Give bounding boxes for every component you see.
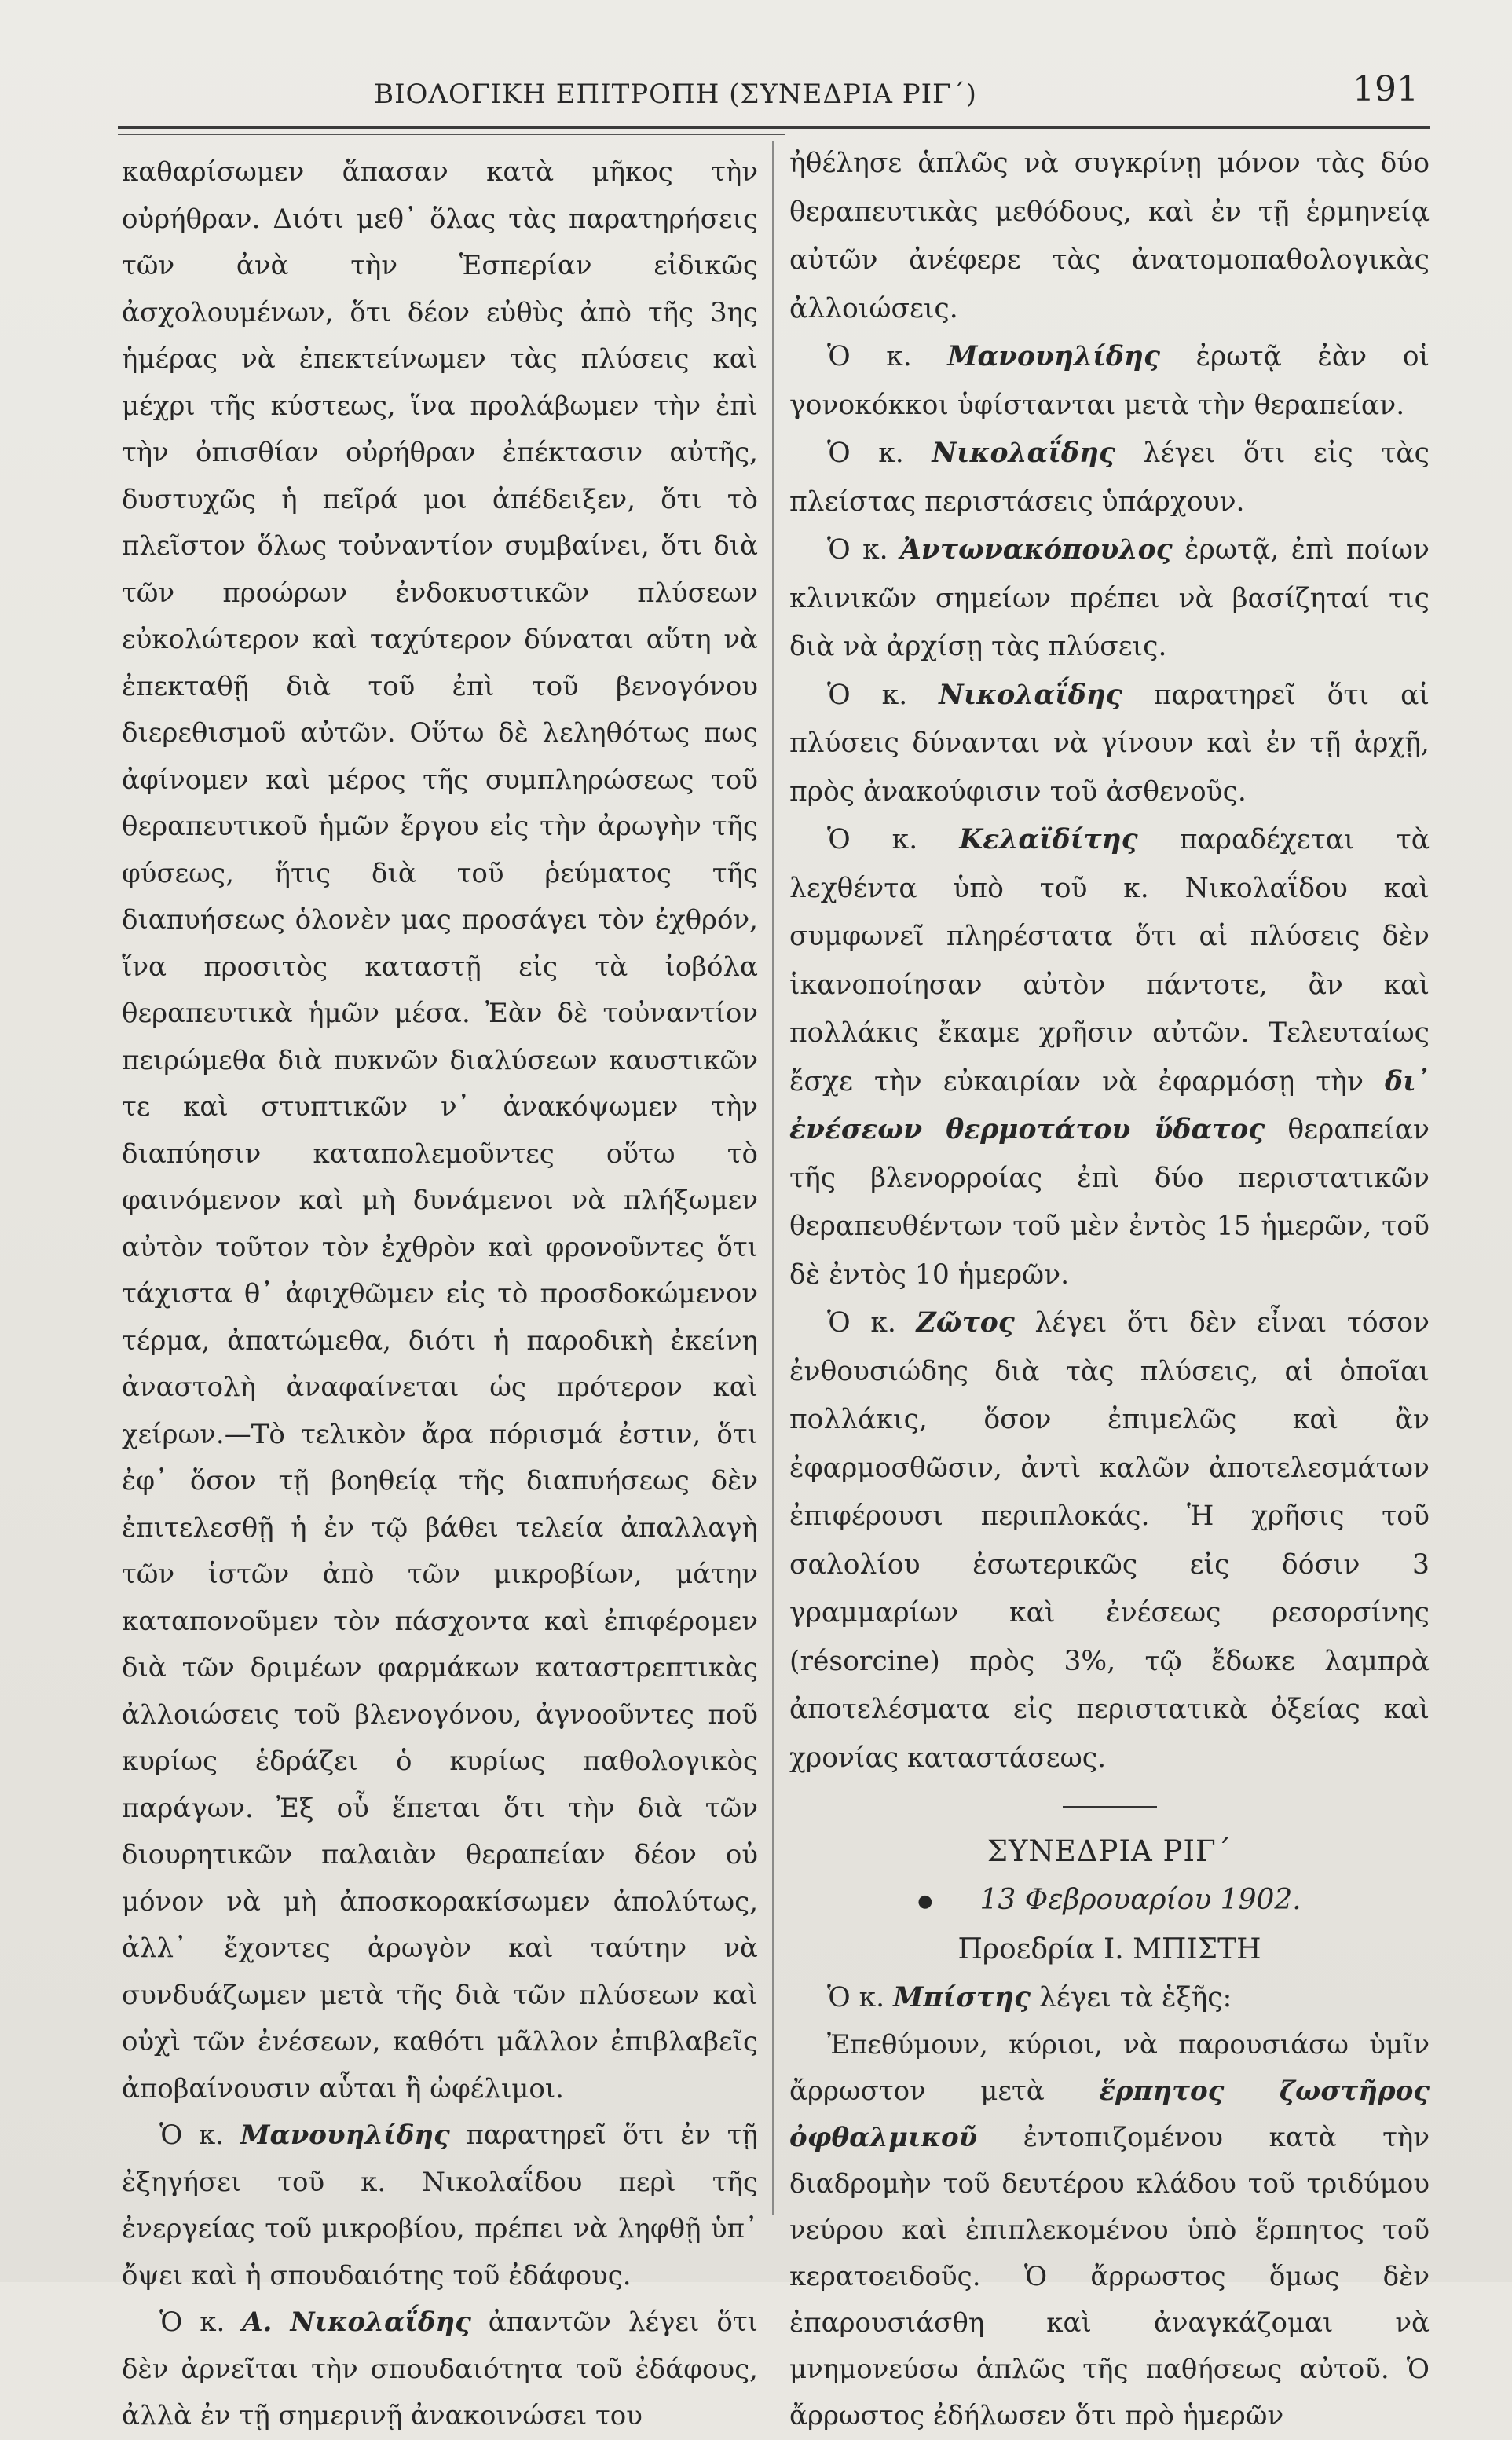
page-number: 191 — [1353, 69, 1419, 109]
session-title: ΣΥΝΕΔΡΙΑ ΡΙΓ΄ — [987, 1834, 1232, 1868]
right-column — [789, 140, 1430, 2439]
speaker-prefix: Ὁ κ. — [159, 2306, 243, 2338]
right-paragraph-3 — [789, 430, 1430, 526]
header-rule-secondary — [118, 134, 785, 135]
paragraph-text: ἐρωτᾷ, ἐπὶ ποίων κλινικῶν σημείων πρέπει νὰ βασίζηταί τις διὰ νὰ ἀρχίσῃ τὰς πλύσεις. — [789, 534, 1430, 662]
running-header — [118, 68, 1430, 123]
bullet-icon: ● — [917, 1891, 933, 1911]
session-date — [789, 1876, 1430, 1926]
paragraph-text: λέγει ὅτι εἰς τὰς πλείστας περιστάσεις ὑπάρχουν. — [789, 438, 1430, 518]
left-paragraph-3 — [122, 2299, 758, 2440]
left-paragraph-2 — [122, 2112, 758, 2299]
paragraph-text: παρατηρεῖ ὅτι αἱ πλύσεις δύνανται νὰ γίνουν καὶ ἐν τῇ ἀρχῇ, πρὸς ἀνακούφισιν τοῦ ἀσθενοῦς. — [789, 679, 1430, 808]
running-title: ΒΙΟΛΟΓΙΚΗ ΕΠΙΤΡΟΠΗ (ΣΥΝΕΔΡΙΑ ΡΙΓ΄) — [374, 79, 977, 110]
paragraph-text: παρατηρεῖ ὅτι ἐν τῇ ἐξηγήσει τοῦ κ. Νικολαΐδου περὶ τῆς ἐνεργείας τοῦ μικροβίου, πρέπει νὰ ληφθῇ ὑπ᾿ ὄψει καὶ ἡ σπουδαιότης τοῦ ἐδάφους. — [122, 2119, 758, 2292]
speaker-prefix: Ὁ κ. — [827, 1981, 894, 2013]
column-divider — [772, 141, 774, 2215]
speaker-prefix: Ὁ κ. — [827, 1307, 917, 1339]
speaker-name: Μανουηλίδης — [240, 2119, 450, 2151]
paragraph-text: λέγει τὰ ἑξῆς: — [1031, 1981, 1232, 2013]
right-paragraph-5 — [789, 672, 1430, 817]
speaker-prefix: Ὁ κ. — [827, 341, 948, 372]
session-date-text: 13 Φεβρουαρίου 1902. — [979, 1883, 1301, 1916]
speaker-name: Ἀντωνακόπουλος — [900, 534, 1173, 566]
left-paragraph-1: καθαρίσωμεν ἅπασαν κατὰ μῆκος τὴν οὐρήθραν. Διότι μεθ᾿ ὅλας τὰς παρατηρήσεις τῶν ἀνὰ τὴν Ἑσπερίαν εἰδικῶς ἀσχολουμένων, ὅτι δέον εὐθὺς ἀπὸ τῆς 3ης ἡμέρας νὰ ἐπεκτείνωμεν τὰς πλύσεις καὶ μέχρι τῆς κύστεως, ἵνα προλάβωμεν τὴν ἐπὶ τὴν ὀπισθίαν οὐρήθραν ἐπέκτασιν αὐτῆς, δυστυχῶς ἡ πεῖρά μοι ἀπέδειξεν, ὅτι τὸ πλεῖστον ὅλως τοὐναντίον συμβαίνει, ὅτι διὰ τῶν προώρων ἐνδοκυστικῶν πλύσεων εὐκολώτερον καὶ ταχύτερον δύναται αὕτη νὰ ἐπεκταθῇ διὰ τοῦ ἐπὶ τοῦ βενογόνου διερεθισμοῦ αὐτῶν. Οὕτω δὲ λεληθότως πως ἀφίνομεν καὶ μέρος τῆς συμπληρώσεως τοῦ θεραπευτικοῦ ἡμῶν ἔργου εἰς τὴν ἀρωγὴν τῆς φύσεως, ἥτις διὰ τοῦ ῥεύματος τῆς διαπυήσεως ὁλονὲν μας προσάγει τὸν ἐχθρόν, ἵνα προσιτὸς καταστῇ εἰς τὰ ἰοβόλα θεραπευτικὰ ἡμῶν μέσα. Ἐὰν δὲ τοὐναντίον πειρώμεθα διὰ πυκνῶν διαλύσεων καυστικῶν τε καὶ στυπτικῶν ν᾿ ἀνακόψωμεν τὴν διαπύησιν καταπολεμοῦντες οὕτω τὸ φαινόμενον καὶ μὴ δυνάμενοι νὰ πλήξωμεν αὐτὸν τοῦτον τὸν ἐχθρὸν καὶ φρονοῦντες ὅτι τάχιστα θ᾿ ἀφιχθῶμεν εἰς τὸ προσδοκώμενον τέρμα, ἀπατώμεθα, διότι ἡ παροδικὴ ἐκείνη ἀναστολὴ ἀναφαίνεται ὡς πρότερον καὶ χείρων.—Τὸ τελικὸν ἄρα πόρισμά ἐστιν, ὅτι ἐφ᾿ ὅσον τῇ βοηθείᾳ τῆς διαπυήσεως δὲν ἐπιτελεσθῇ ἡ ἐν τῷ βάθει τελεία ἀπαλλαγὴ τῶν ἱστῶν ἀπὸ τῶν μικροβίων, μάτην καταπονοῦμεν τὸν πάσχοντα καὶ ἐπιφέρομεν διὰ τῶν δριμέων φαρμάκων καταστρεπτικὰς ἀλλοιώσεις τοῦ βλενογόνου, ἀγνοοῦντες ποῦ κυρίως ἑδράζει ὁ κυρίως παθολογικὸς παράγων. Ἐξ οὗ ἕπεται ὅτι τὴν διὰ τῶν διουρητικῶν παλαιὰν θεραπείαν δέον οὐ μόνον νὰ μὴ ἀποσκορακίσωμεν ἀπολύτως, ἀλλ᾿ ἔχοντες ἀρωγὸν καὶ ταύτην νὰ συνδυάζωμεν μετὰ τῆς διὰ τῶν πλύσεων καὶ οὐχὶ τῶν ἐνέσεων, καθότι μᾶλλον ἐπιβλαβεῖς ἀποβαίνουσιν αὗται ἢ ὠφέλιμοι. — [122, 156, 758, 2105]
session-chair: Προεδρία Ι. ΜΠΙΣΤΗ — [957, 1933, 1261, 1966]
right-paragraph-7 — [789, 1299, 1430, 1782]
speaker-prefix: Ὁ κ. — [827, 824, 960, 855]
section-separator — [1063, 1806, 1157, 1808]
speaker-prefix: Ὁ κ. — [827, 534, 901, 566]
emphasized-phrase: δι᾿ ἐνέσεων θερμοτάτου ὕδατος — [789, 1065, 1430, 1145]
speaker-name: Κελαϊδίτης — [959, 824, 1138, 855]
emphasized-phrase: ἕρπητος ζωστῆρος ὀφθαλμικοῦ — [789, 2075, 1430, 2154]
right-paragraph-1: ἠθέλησε ἁπλῶς νὰ συγκρίνῃ μόνον τὰς δύο θεραπευτικὰς μεθόδους, καὶ ἐν τῇ ἑρμηνείᾳ αὐτῶν ἀνέφερε τὰς ἀνατομοπαθολογικὰς ἀλλοιώσεις. — [789, 148, 1430, 324]
paragraph-text: ἀπαντῶν λέγει ὅτι δὲν ἀρνεῖται τὴν σπουδαιότητα τοῦ ἐδάφους, ἀλλὰ ἐν τῇ σημερινῇ ἀνακοινώσει του — [122, 2306, 758, 2431]
right-paragraph-8 — [789, 1974, 1430, 2023]
speaker-name: Μπίστης — [893, 1981, 1031, 2013]
speaker-name: Μανουηλίδης — [947, 341, 1160, 372]
speaker-prefix: Ὁ κ. — [827, 679, 939, 711]
paragraph-text: θεραπείαν τῆς βλενορροίας ἐπὶ δύο περιστατικῶν θεραπευθέντων τοῦ μὲν ἐντὸς 15 ἡμερῶν, τοῦ δὲ ἐντὸς 10 ἡμερῶν. — [789, 1114, 1430, 1291]
paragraph-text: Ἐπεθύμουν, κύριοι, νὰ παρουσιάσω ὑμῖν ἄρρωστον μετὰ — [789, 2029, 1430, 2108]
right-paragraph-2 — [789, 333, 1430, 430]
paragraph-text: ἐρωτᾷ ἐὰν οἱ γονοκόκκοι ὑφίστανται μετὰ τὴν θεραπείαν. — [789, 341, 1430, 421]
paragraph-text: λέγει ὅτι δὲν εἶναι τόσον ἐνθουσιώδης διὰ τὰς πλύσεις, αἱ ὁποῖαι πολλάκις, ὅσον ἐπιμελῶς καὶ ἂν ἐφαρμοσθῶσιν, ἀντὶ καλῶν ἀποτελεσμάτων ἐπιφέρουσι περιπλοκάς. Ἡ χρῆσις τοῦ σαλολίου ἐσωτερικῶς εἰς δόσιν 3 γραμμαρίων καὶ ἐνέσεως ρεσορσίνης (résorcine) πρὸς 3%, τῷ ἔδωκε λαμπρὰ ἀποτελέσματα εἰς περιστατικὰ ὀξείας καὶ χρονίας καταστάσεως. — [789, 1307, 1430, 1774]
paragraph-text: παραδέχεται τὰ λεχθέντα ὑπὸ τοῦ κ. Νικολαΐδου καὶ συμφωνεῖ πληρέστατα ὅτι αἱ πλύσεις δὲν ἱκανοποίησαν αὐτὸν πάντοτε, ἂν καὶ πολλάκις ἔκαμε χρῆσιν αὐτῶν. Τελευταίως ἔσχε τὴν εὐκαιρίαν νὰ ἐφαρμόσῃ τὴν — [789, 824, 1430, 1097]
left-column — [122, 149, 758, 2440]
right-paragraph-4 — [789, 526, 1430, 672]
speaker-name: Νικολαΐδης — [932, 438, 1116, 469]
speaker-name: Α. Νικολαΐδης — [242, 2306, 471, 2338]
speaker-name: Νικολαΐδης — [939, 679, 1122, 711]
speaker-name: Ζῶτος — [916, 1307, 1015, 1339]
header-rule — [118, 126, 1430, 129]
right-paragraph-9 — [789, 2022, 1430, 2439]
right-paragraph-6 — [789, 816, 1430, 1299]
speaker-prefix: Ὁ κ. — [827, 438, 932, 469]
speaker-prefix: Ὁ κ. — [159, 2119, 240, 2151]
paragraph-text: ἐντοπιζομένου κατὰ τὴν διαδρομὴν τοῦ δευτέρου κλάδου τοῦ τριδύμου νεύρου καὶ ἐπιπλεκομένου ὑπὸ ἕρπητος τοῦ κερατοειδοῦς. Ὁ ἄρρωστος ὅμως δὲν ἐπαρουσιάσθη καὶ ἀναγκάζομαι νὰ μνημονεύσω ἁπλῶς τῆς παθήσεως αὐτοῦ. Ὁ ἄρρωστος ἐδήλωσεν ὅτι πρὸ ἡμερῶν — [789, 2122, 1430, 2432]
